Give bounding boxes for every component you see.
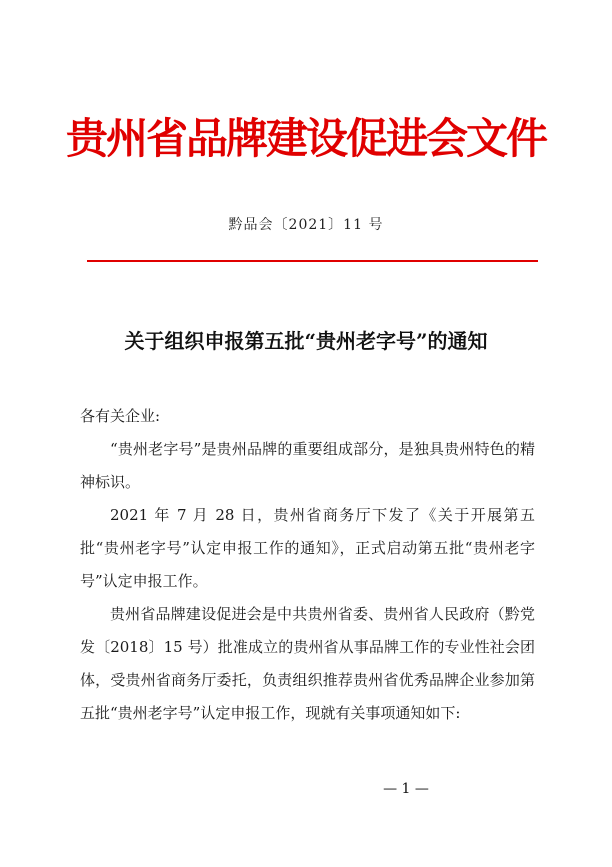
body-paragraph: “贵州老字号”是贵州品牌的重要组成部分，是独具贵州特色的精神标识。 bbox=[80, 440, 535, 491]
red-divider-line bbox=[87, 260, 538, 262]
salutation: 各有关企业: bbox=[80, 407, 161, 425]
notice-body bbox=[80, 400, 535, 730]
issuer-header-title: 贵州省品牌建设促进会文件 bbox=[65, 114, 546, 163]
document-number: 黔品会〔2021〕11 号 bbox=[228, 217, 384, 233]
page-number: — 1 — bbox=[383, 781, 429, 797]
body-paragraph: 2021 年 7 月 28 日，贵州省商务厅下发了《关于开展第五批“贵州老字号”认定申报工作的通知》，正式启动第五批“贵州老字号”认定申报工作。 bbox=[80, 506, 535, 590]
notice-title: 关于组织申报第五批“贵州老字号”的通知 bbox=[124, 329, 488, 353]
body-paragraph: 贵州省品牌建设促进会是中共贵州省委、贵州省人民政府（黔党发〔2018〕15 号）批准成立的贵州省从事品牌工作的专业性社会团体，受贵州省商务厅委托，负责组织推荐贵州省优秀品牌企业参加第五批“贵州老字号”认定申报工作，现就有关事项通知如下: bbox=[80, 605, 535, 722]
